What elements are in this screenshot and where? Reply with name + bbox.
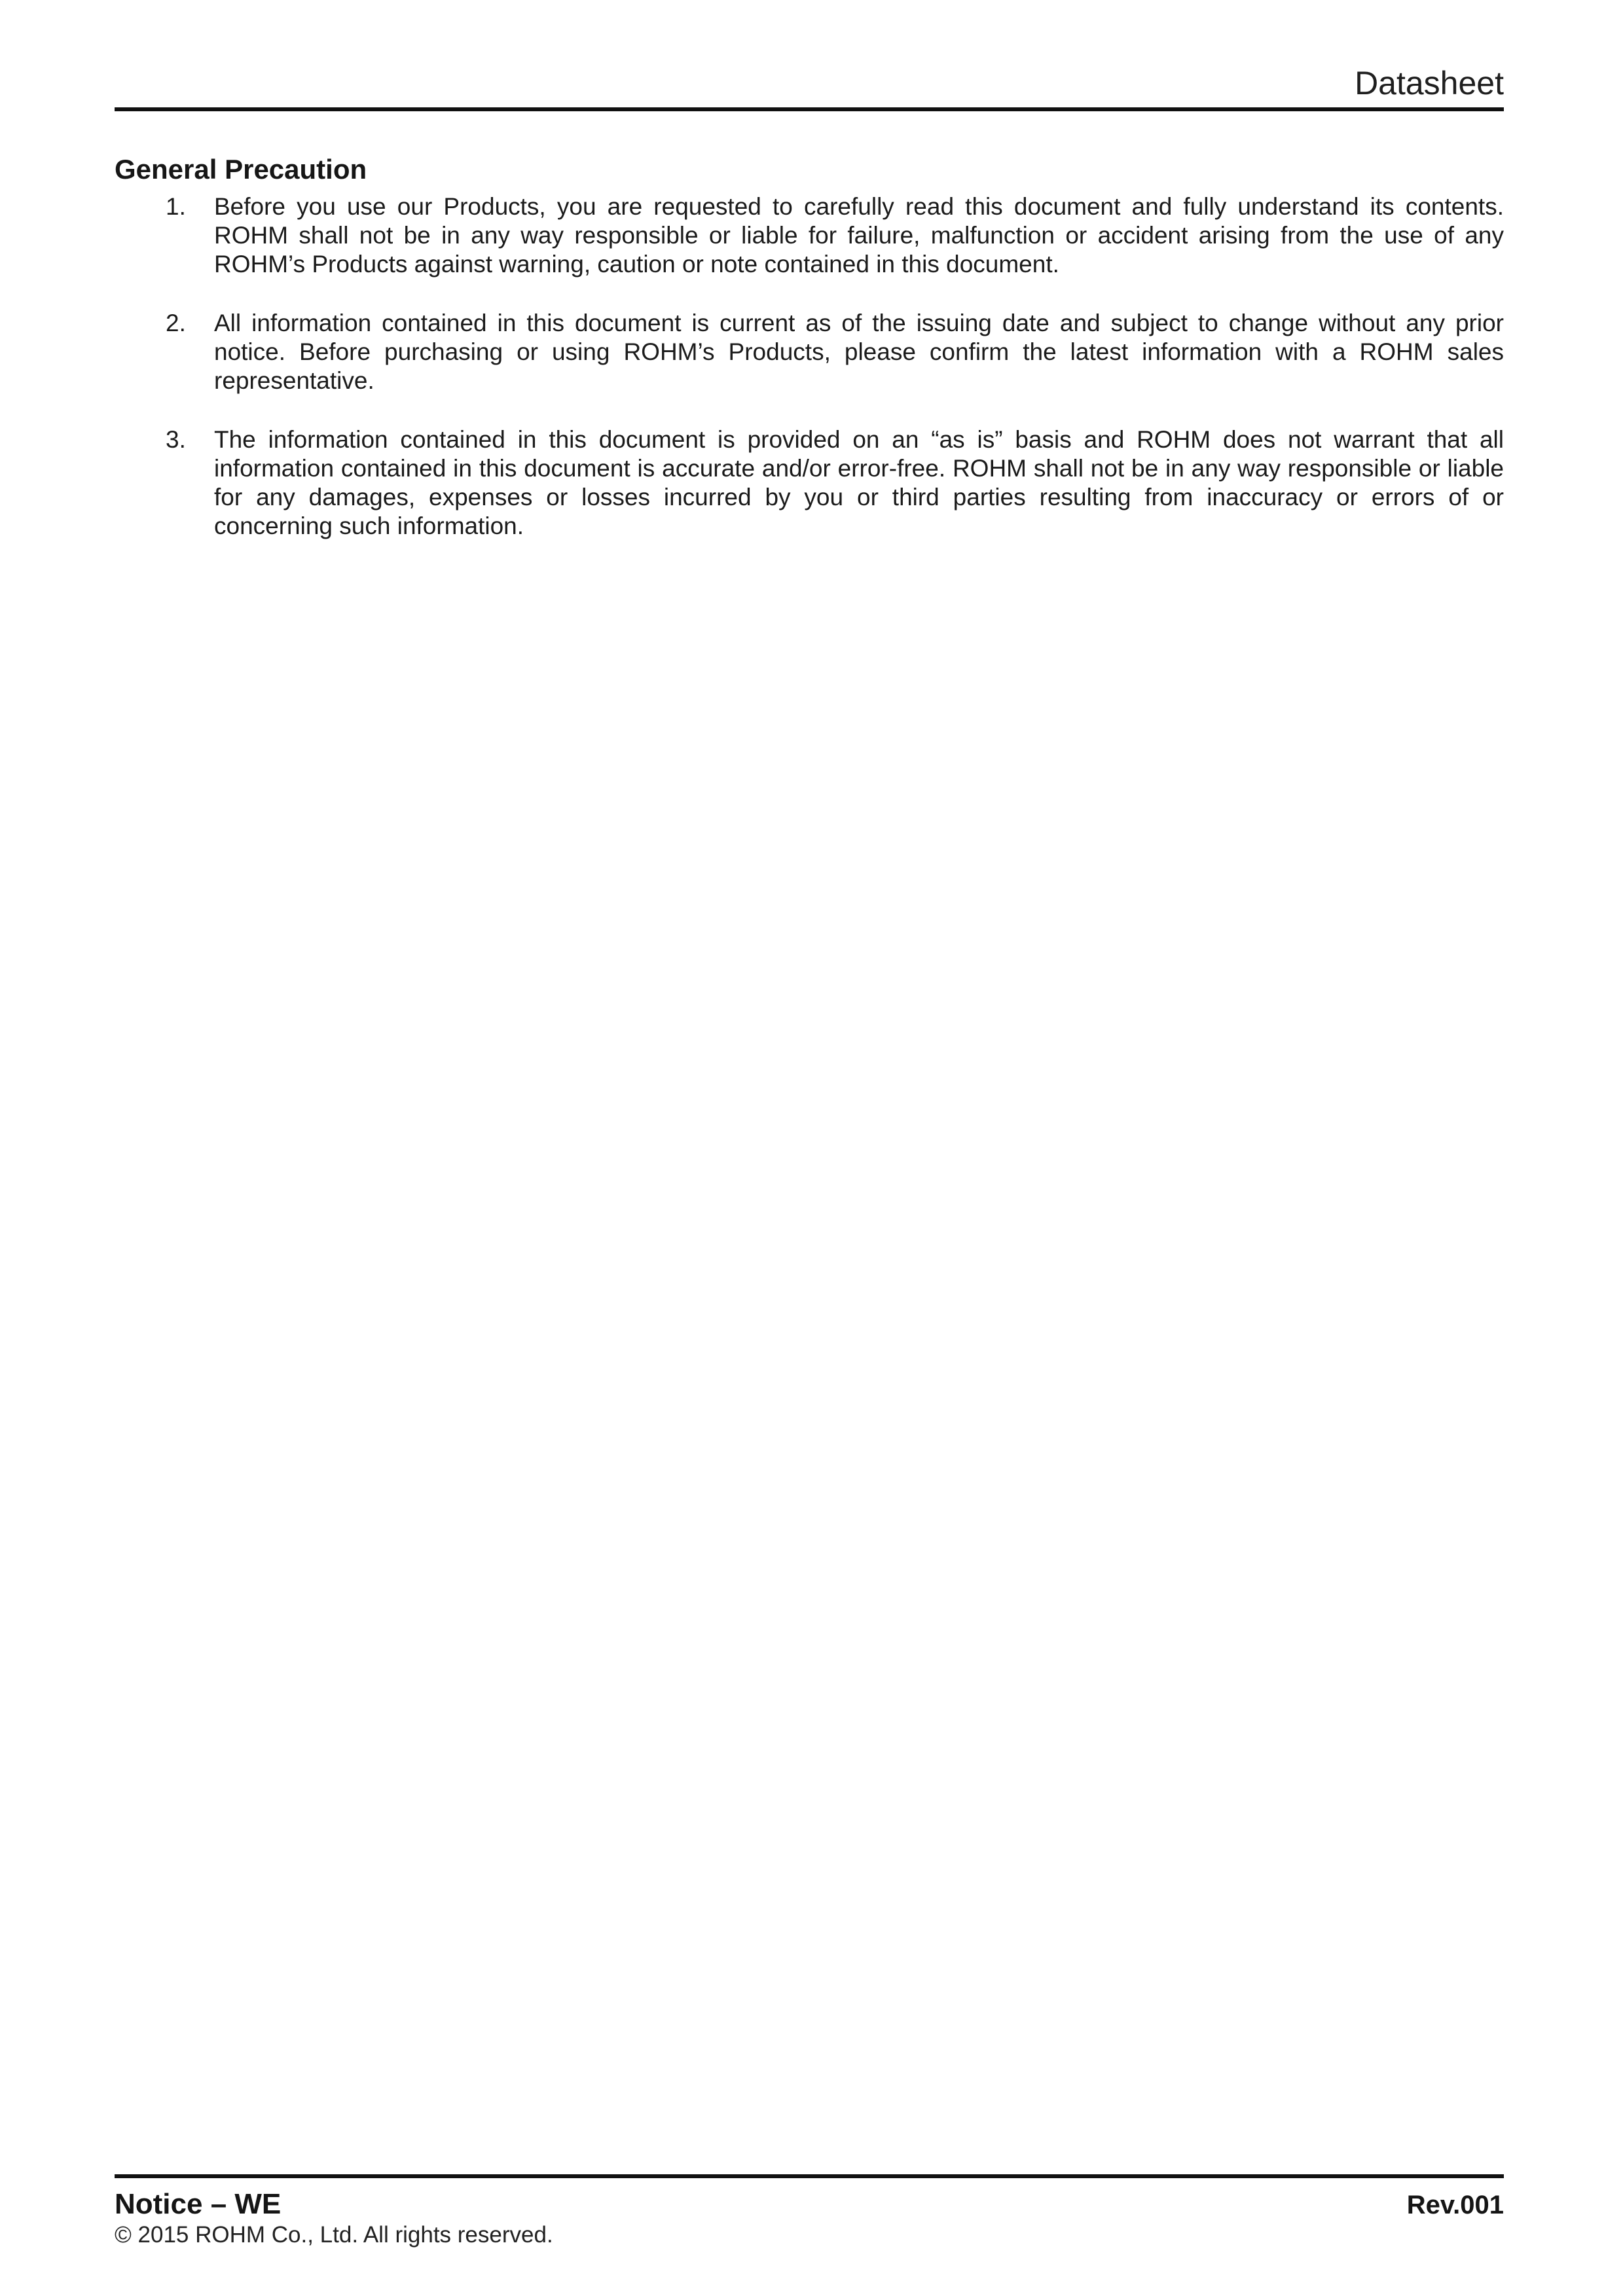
precaution-list [115,192,1504,541]
footer-row [115,2189,1504,2221]
header-doc-type-label: Datasheet [1355,65,1504,101]
list-item-number: 3. [166,426,186,453]
list-item-text: Before you use our Products, you are requested to carefully read this document and fully understand its contents. ROHM shall not be in any way responsible or liable for failure, malfunction or accident arising from the use of any ROHM’s Products against warning, caution or note contained in this document. [214,193,1504,278]
page-header [115,0,1504,111]
list-item [115,425,1504,541]
header-rule [115,107,1504,111]
footer-revision: Rev.001 [1406,2191,1504,2219]
main-content [115,153,1504,541]
list-item-number: 2. [166,310,186,336]
list-item-text: All information contained in this document is current as of the issuing date and subject to change without any prior notice. Before purchasing or using ROHM’s Products, please confirm the latest information with a ROHM sales representative. [214,310,1504,394]
page-footer [115,2174,1504,2248]
footer-rule [115,2174,1504,2178]
list-item [115,192,1504,279]
footer-doc-label: Notice – WE [115,2188,282,2220]
content-frame [115,0,1504,541]
list-item [115,309,1504,395]
list-item-number: 1. [166,193,186,220]
list-item-text: The information contained in this document is provided on an “as is” basis and ROHM does not warrant that all information contained in this document is accurate and/or error-free. ROHM shall not be in any way responsible or liable for any damages, expenses or losses incurred by you or third parties resulting from inaccuracy or errors of or concerning such information. [214,426,1504,539]
section-heading: General Precaution [115,154,367,185]
footer-copyright: © 2015 ROHM Co., Ltd. All rights reserved. [115,2222,553,2248]
